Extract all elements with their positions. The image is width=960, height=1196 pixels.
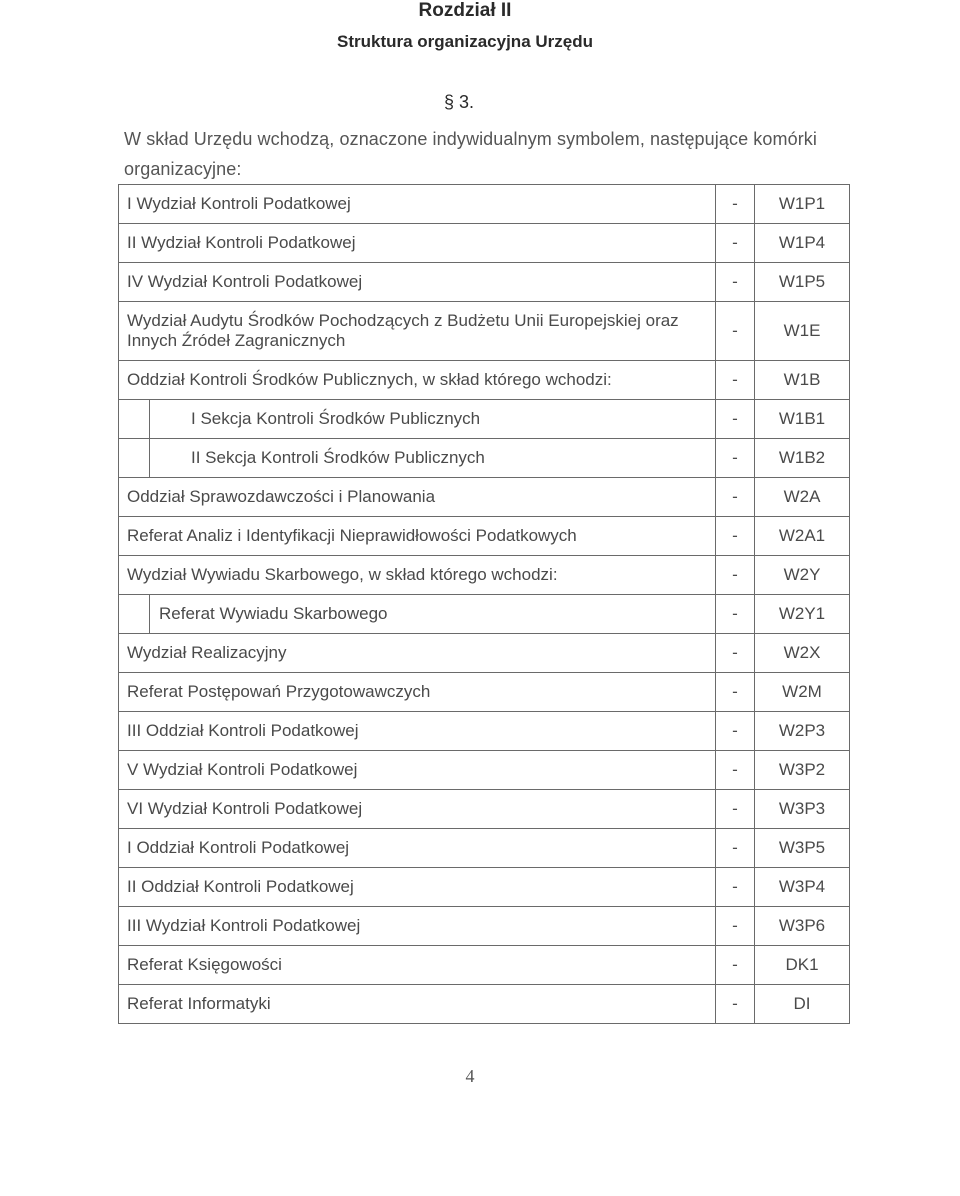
unit-name-nested	[119, 400, 716, 439]
unit-code: W1B1	[755, 400, 850, 439]
unit-name: Wydział Realizacyjny	[119, 634, 716, 673]
table-row	[119, 868, 850, 907]
unit-code: W2A	[755, 478, 850, 517]
unit-code: W1B	[755, 361, 850, 400]
unit-dash: -	[716, 946, 755, 985]
table-row	[119, 400, 850, 439]
unit-name: I Wydział Kontroli Podatkowej	[119, 185, 716, 224]
table-row	[119, 946, 850, 985]
chapter-subtitle: Struktura organizacyjna Urzędu	[336, 32, 593, 51]
table-row	[119, 790, 850, 829]
unit-dash: -	[716, 868, 755, 907]
unit-name: Referat Informatyki	[119, 985, 716, 1024]
unit-name: IV Wydział Kontroli Podatkowej	[119, 263, 716, 302]
indent-rule	[149, 439, 150, 477]
unit-name: VI Wydział Kontroli Podatkowej	[119, 790, 716, 829]
unit-code: W3P2	[755, 751, 850, 790]
table-row	[119, 634, 850, 673]
unit-name: I Oddział Kontroli Podatkowej	[119, 829, 716, 868]
unit-dash: -	[716, 361, 755, 400]
table-row	[119, 263, 850, 302]
unit-code: W3P4	[755, 868, 850, 907]
unit-name: III Oddział Kontroli Podatkowej	[119, 712, 716, 751]
table-row	[119, 224, 850, 263]
table-row	[119, 712, 850, 751]
unit-dash: -	[716, 634, 755, 673]
unit-dash: -	[716, 673, 755, 712]
chapter-title: Rozdział II	[418, 0, 512, 21]
unit-dash: -	[716, 751, 755, 790]
unit-code: W2M	[755, 673, 850, 712]
unit-dash: -	[716, 907, 755, 946]
unit-code: W1B2	[755, 439, 850, 478]
unit-name: V Wydział Kontroli Podatkowej	[119, 751, 716, 790]
unit-dash: -	[716, 595, 755, 634]
unit-code: W2A1	[755, 517, 850, 556]
unit-name: Wydział Audytu Środków Pochodzących z Budżetu Unii Europejskiej oraz Innych Źródeł Zagranicznych	[119, 302, 716, 361]
unit-dash: -	[716, 790, 755, 829]
unit-dash: -	[716, 829, 755, 868]
unit-dash: -	[716, 985, 755, 1024]
unit-code: W2Y1	[755, 595, 850, 634]
unit-name: Referat Analiz i Identyfikacji Nieprawidłowości Podatkowych	[119, 517, 716, 556]
unit-name: Oddział Kontroli Środków Publicznych, w skład którego wchodzi:	[119, 361, 716, 400]
unit-code: W2X	[755, 634, 850, 673]
unit-code: W1E	[755, 302, 850, 361]
table-row	[119, 439, 850, 478]
table-row	[119, 985, 850, 1024]
table-row	[119, 829, 850, 868]
unit-code: W3P3	[755, 790, 850, 829]
unit-name: III Wydział Kontroli Podatkowej	[119, 907, 716, 946]
table-row	[119, 478, 850, 517]
unit-dash: -	[716, 556, 755, 595]
unit-code: DK1	[755, 946, 850, 985]
unit-dash: -	[716, 517, 755, 556]
unit-code: W3P6	[755, 907, 850, 946]
unit-name-text: Referat Wywiadu Skarbowego	[159, 604, 388, 623]
unit-code: DI	[755, 985, 850, 1024]
table-row	[119, 517, 850, 556]
table-row	[119, 907, 850, 946]
indent-rule	[149, 400, 150, 438]
unit-name: II Oddział Kontroli Podatkowej	[119, 868, 716, 907]
unit-name: Wydział Wywiadu Skarbowego, w skład którego wchodzi:	[119, 556, 716, 595]
unit-dash: -	[716, 263, 755, 302]
unit-dash: -	[716, 712, 755, 751]
unit-dash: -	[716, 302, 755, 361]
unit-code: W1P4	[755, 224, 850, 263]
unit-code: W2P3	[755, 712, 850, 751]
table-row	[119, 185, 850, 224]
unit-code: W2Y	[755, 556, 850, 595]
table-row	[119, 361, 850, 400]
unit-dash: -	[716, 439, 755, 478]
unit-dash: -	[716, 400, 755, 439]
unit-code: W1P1	[755, 185, 850, 224]
unit-name-text: II Sekcja Kontroli Środków Publicznych	[191, 448, 485, 467]
unit-name: Referat Księgowości	[119, 946, 716, 985]
table-row	[119, 751, 850, 790]
table-row	[119, 673, 850, 712]
unit-name: Referat Postępowań Przygotowawczych	[119, 673, 716, 712]
indent-rule	[149, 595, 150, 633]
unit-name: II Wydział Kontroli Podatkowej	[119, 224, 716, 263]
unit-dash: -	[716, 185, 755, 224]
page-number: 4	[465, 1066, 475, 1086]
section-mark: § 3.	[444, 92, 475, 112]
intro-paragraph: W skład Urzędu wchodzą, oznaczone indywidualnym symbolem, następujące komórki organizacyjne:	[124, 129, 818, 179]
unit-name-nested	[119, 439, 716, 478]
unit-dash: -	[716, 224, 755, 263]
table-row	[119, 595, 850, 634]
table-row	[119, 556, 850, 595]
units-table	[118, 184, 850, 1024]
unit-name: Oddział Sprawozdawczości i Planowania	[119, 478, 716, 517]
unit-dash: -	[716, 478, 755, 517]
unit-name-text: I Sekcja Kontroli Środków Publicznych	[191, 409, 481, 428]
unit-code: W3P5	[755, 829, 850, 868]
table-row	[119, 302, 850, 361]
unit-name-nested	[119, 595, 716, 634]
unit-code: W1P5	[755, 263, 850, 302]
